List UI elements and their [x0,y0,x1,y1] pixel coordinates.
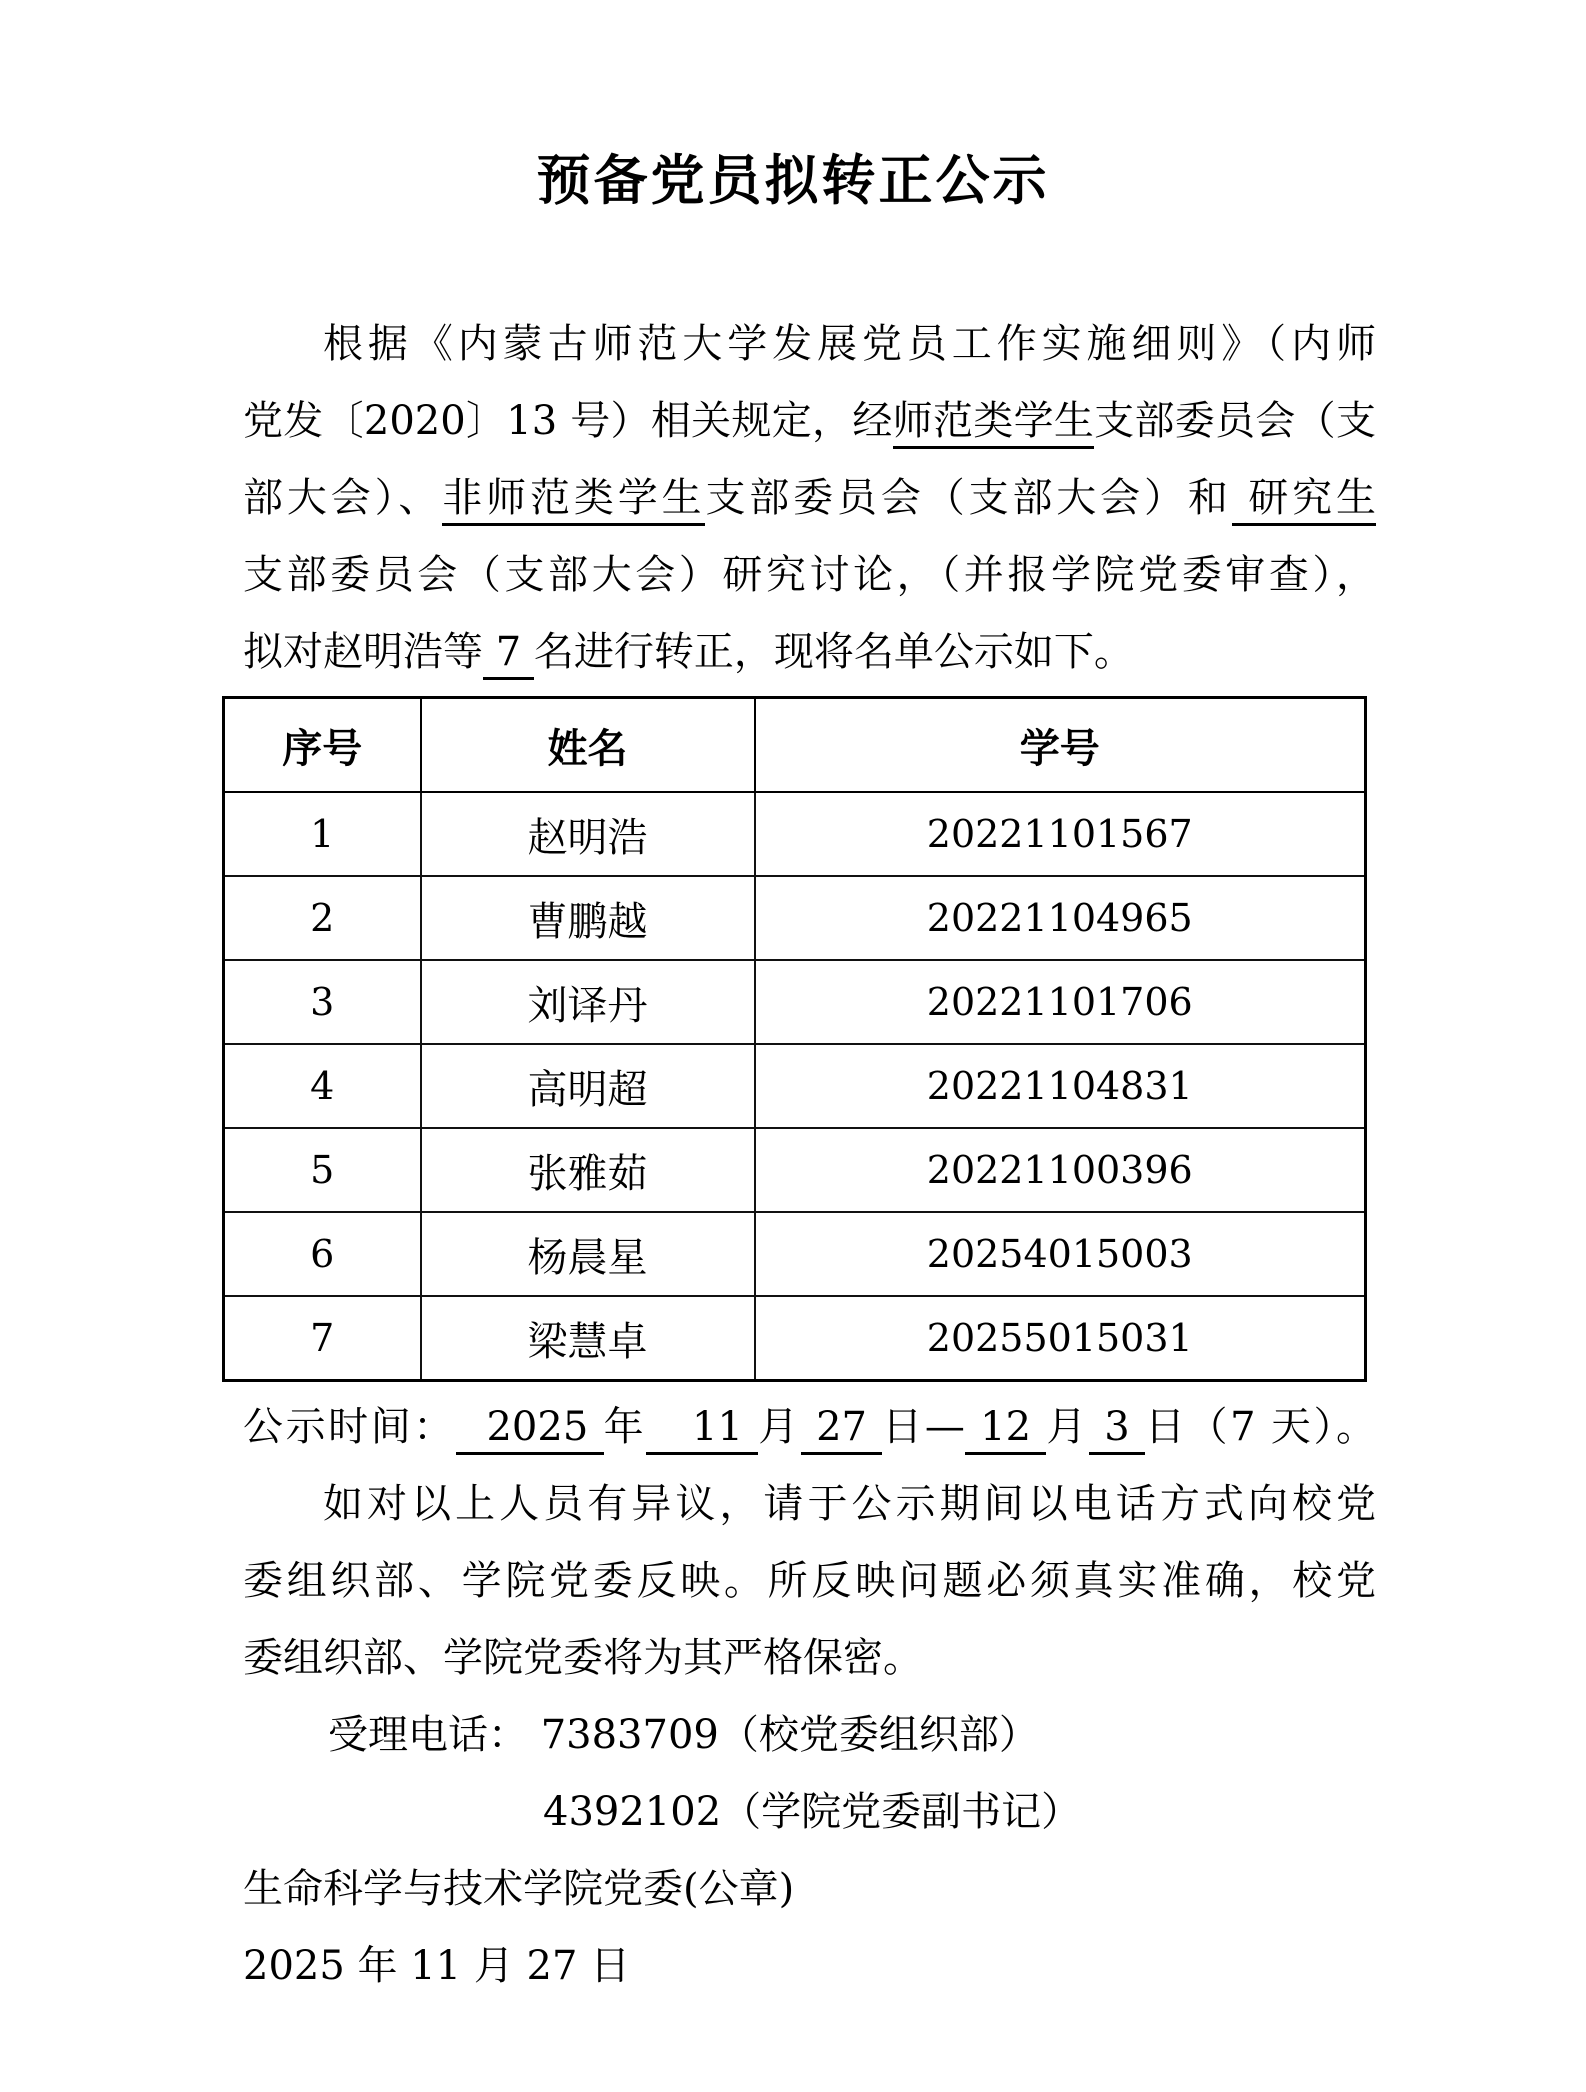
intro-paragraph [243,306,1376,691]
table-cell: 杨晨星 [421,1212,755,1296]
text-line [243,306,1376,383]
signature-line: 生命科学与技术学院党委(公章) [243,1866,795,1912]
table-cell: 4 [224,1044,421,1128]
table-cell: 高明超 [421,1044,755,1128]
table-row [224,1044,1366,1128]
text-segment: 支部委员会（支部大会）和 [705,475,1232,521]
table-cell: 3 [224,960,421,1044]
text-line [243,614,1376,691]
table-cell: 7 [224,1296,421,1381]
table-cell: 2 [224,876,421,960]
contact-phone-line-1: 受理电话： 7383709（校党委组织部） [328,1712,1039,1758]
underlined-text: 2025 [456,1404,604,1455]
document-title: 预备党员拟转正公示 [536,148,1050,212]
table-body [224,792,1366,1381]
underlined-text: 非师范类学生 [442,475,705,526]
table-cell: 赵明浩 [421,792,755,876]
table-cell: 5 [224,1128,421,1212]
table-row [224,960,1366,1044]
text-segment: 日— [882,1404,965,1450]
text-segment: 委组织部、学院党委反映。所反映问题必须真实准确，校党 [243,1558,1376,1604]
header-serial-number: 序号 [224,698,421,793]
table-cell: 1 [224,792,421,876]
publicity-period-line [243,1389,1376,1466]
text-line [243,383,1376,460]
table-cell: 20221101706 [755,960,1366,1044]
text-segment: 月 [758,1404,801,1450]
text-segment: 部大会）、 [243,475,443,521]
text-segment: 根据《内蒙古师范大学发展党员工作实施细则》（内师 [323,321,1376,367]
text-segment: 拟对赵明浩等 [243,629,483,675]
text-segment: 支部委员会（支 [1094,398,1376,444]
table-row [224,876,1366,960]
table-cell: 20221100396 [755,1128,1366,1212]
underlined-text: 12 [965,1404,1046,1455]
text-line [243,537,1376,614]
table-header-row [224,698,1366,793]
text-line [243,1543,1376,1620]
header-name: 姓名 [421,698,755,793]
text-segment: 日（7 天）。 [1144,1404,1376,1450]
text-segment: 如对以上人员有异议，请于公示期间以电话方式向校党 [323,1481,1376,1527]
table-cell: 20221104965 [755,876,1366,960]
text-segment: 党发〔2020〕13 号）相关规定，经 [243,398,893,444]
table-cell: 梁慧卓 [421,1296,755,1381]
table-cell: 20221101567 [755,792,1366,876]
table-cell: 张雅茹 [421,1128,755,1212]
text-line [243,1389,1376,1466]
text-line [243,460,1376,537]
underlined-text: 3 [1089,1404,1145,1455]
underlined-text: 11 [646,1404,758,1455]
contact-phone-line-2: 4392102（学院党委副书记） [543,1789,1082,1835]
table-cell: 20254015003 [755,1212,1366,1296]
underlined-text: 研究生 [1232,475,1376,526]
header-student-id: 学号 [755,698,1366,793]
text-segment: 名进行转正，现将名单公示如下。 [533,629,1134,675]
text-line [243,1466,1376,1543]
table-cell: 20221104831 [755,1044,1366,1128]
table-cell: 刘译丹 [421,960,755,1044]
table-cell: 曹鹏越 [421,876,755,960]
underlined-text: 27 [801,1404,882,1455]
table-row [224,792,1366,876]
text-segment: 月 [1046,1404,1089,1450]
members-table [222,696,1367,1382]
text-segment: 年 [603,1404,647,1450]
objection-paragraph [243,1466,1376,1697]
table-cell: 6 [224,1212,421,1296]
underlined-text: 师范类学生 [893,398,1095,449]
text-segment: 支部委员会（支部大会）研究讨论，（并报学院党委审查）， [243,552,1376,598]
text-segment: 委组织部、学院党委将为其严格保密。 [243,1635,923,1681]
text-segment: 公示时间： [243,1404,456,1450]
text-line [243,1620,1376,1697]
underlined-text: 7 [483,629,534,680]
table-row [224,1212,1366,1296]
table-row [224,1296,1366,1381]
table-cell: 20255015031 [755,1296,1366,1381]
date-line: 2025 年 11 月 27 日 [243,1943,631,1989]
table-row [224,1128,1366,1212]
